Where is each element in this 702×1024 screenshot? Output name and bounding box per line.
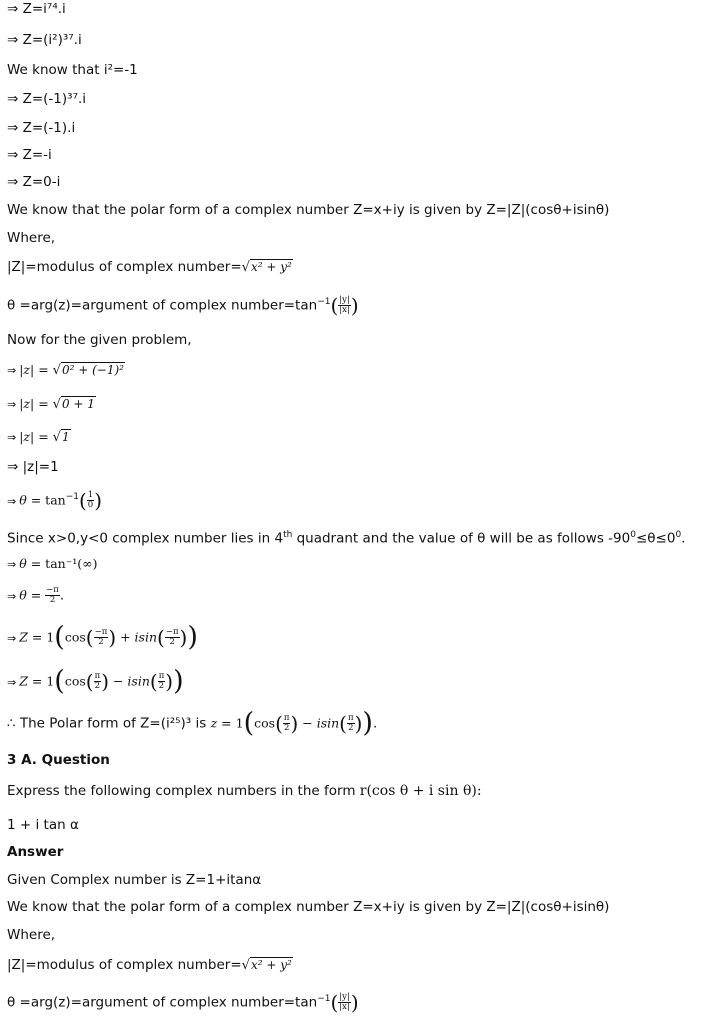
argument-definition: θ =arg(z)=argument of complex $number=\tan^{-1}$( $\frac{|y|}{|x|}$ ) [7, 293, 359, 318]
fraction: $\frac{|y|}{|x|}$ [339, 295, 350, 315]
text-line: We know that the polar form of a complex number Z=x+iy is given by Z=|Z|(cosθ+isinθ) [7, 202, 610, 218]
sqrt-expression: √0 + 1 [52, 397, 95, 412]
step-line: ⇒ Z=i⁷⁴.i [7, 1, 66, 17]
step-line: ⇒ $\theta = \tan^{-1}$( $\frac{1}{0}$ ) [7, 488, 103, 513]
fraction: $\frac{1}{0}$ [87, 490, 94, 510]
text-line: We know that i²=-1 [7, 62, 138, 78]
modulus-label: |Z|=modulus of complex number= [7, 259, 242, 275]
argument-label: θ =arg(z)=argument of complex number=tan [7, 297, 318, 314]
step-line: ⇒ Z = 1(cos( $\frac{\pi}{2}$ ) − isin( $\frac{\pi}{2}$ )) [7, 665, 184, 697]
question-expression: 1 + i tan α [7, 817, 79, 833]
sqrt-expression: √x² + y² [241, 958, 292, 973]
polar-form-conclusion: ∴ The Polar form of Z=(i²⁵)³ is z = 1(cos( $\frac{\pi}{2}$ ) − isin( $\frac{\pi}{2}$ )). [7, 707, 378, 739]
step-line: ⇒ Z=-i [7, 147, 52, 163]
step-line: ⇒ |z| = √0 + 1 [7, 396, 95, 412]
step-line: ⇒ |z| = √1 [7, 429, 70, 445]
step-line: ⇒ |z| = √0² + (−1)² [7, 362, 124, 378]
modulus-definition [7, 258, 293, 277]
step-line: ⇒ Z=(i²)³⁷.i [7, 32, 82, 48]
step-line: ⇒ Z=(-1)³⁷.i [7, 91, 87, 107]
step-line: ⇒ θ = tan⁻¹(∞) [7, 556, 98, 571]
step-line: ⇒ |z|=1 [7, 459, 59, 475]
text-line: Where, [7, 927, 56, 943]
question-text: Express the following complex numbers in the form r(cos θ + i sin θ): [7, 783, 482, 799]
sqrt-expression: √1 [52, 430, 70, 445]
step-line: ⇒ Z=0-i [7, 174, 61, 190]
text-line: Where, [7, 230, 56, 246]
argument-definition: θ =arg(z)=argument of complex $number=\tan^{-1}$( $\frac{|y|}{|x|}$ ) [7, 990, 359, 1015]
step-line: ⇒ θ = $\frac{-\pi}{2}$ . [7, 585, 65, 605]
sqrt-expression: √x² + y² [241, 260, 292, 275]
question-heading: 3 A. Question [7, 752, 110, 768]
fraction: $\frac{|y|}{|x|}$ [339, 992, 350, 1012]
step-line: ⇒ Z = 1(cos( $\frac{-\pi}{2}$ ) + isin( $\frac{-\pi}{2}$ )) [7, 621, 198, 653]
step-line: ⇒ Z=(-1).i [7, 120, 76, 136]
quadrant-line: Since x>0,y<0 complex number lies in 4th quadrant and the value of θ will be as follows $-90^0\le\theta\le 0^0$. [7, 530, 686, 547]
modulus-definition: |Z|=modulus of complex number=√x² + y² [7, 957, 292, 973]
text-line: Now for the given problem, [7, 332, 192, 348]
text-line: We know that the polar form of a complex number Z=x+iy is given by Z=|Z|(cosθ+isinθ) [7, 899, 610, 915]
fraction: $\frac{-\pi}{2}$ [46, 585, 59, 605]
sqrt-expression: √0² + (−1)² [52, 363, 124, 378]
text-line: Given Complex number is Z=1+itanα [7, 872, 262, 888]
answer-heading: Answer [7, 844, 64, 860]
